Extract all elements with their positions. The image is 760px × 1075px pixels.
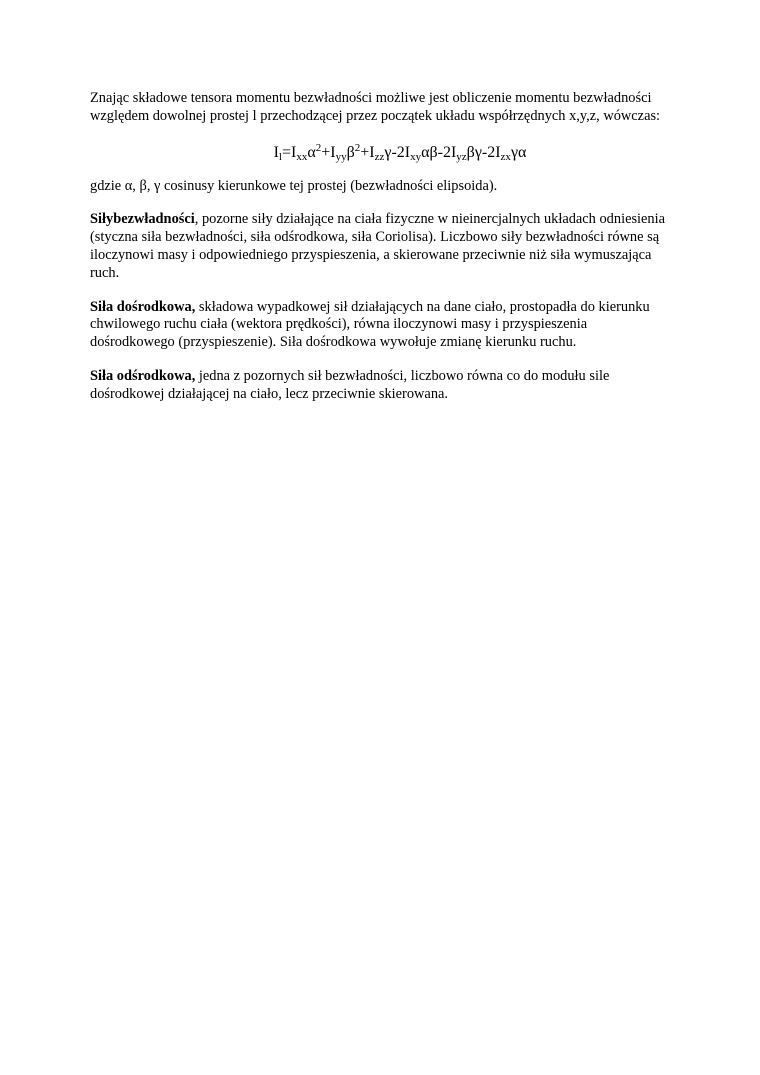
formula-term-xy: $I_{xy}\alpha\beta$ (404, 143, 438, 163)
cosines-paragraph: gdzie α, β, γ cosinusy kierunkowe tej prostej (bezwładności elipsoida). (90, 177, 498, 194)
inertia-formula: $I_l=I_{xx}\alpha^2+I_{yy}\beta^2+I_{zz}\gamma-2I_{xy}\alpha\beta-2I_{yz}\beta\gamma-2I_{zx}\gamma\alpha$ (273, 141, 527, 163)
formula-lhs: $I_l$ (273, 143, 282, 163)
inertial-forces-term: Siłybezwładności (90, 211, 195, 228)
centrifugal-force-paragraph (90, 368, 670, 404)
formula-term-yz: $I_{yz}\beta\gamma$ (450, 143, 482, 163)
document-page (90, 90, 670, 420)
formula-term-zz: $I_{zz}\gamma$ (369, 143, 392, 163)
centripetal-force-paragraph (90, 299, 670, 352)
centripetal-force-body: składowa wypadkowej sił działających na dane ciało, prostopadła do kierunku chwilowego ruchu ciała (wektora prędkości), równa iloczynowi masy i przyspieszenia dośrodkowego (przyspieszenie). Siła dośrodkowa wywołuje zmianę kierunku ruchu. (90, 298, 650, 351)
formula-term-xx: $I_{xx}\alpha^2$ (291, 141, 322, 163)
intro-paragraph: Znając składowe tensora momentu bezwładności możliwe jest obliczenie momentu bezwładności względem dowolnej prostej l przechodzącej przez początek układu współrzędnych x,y,z, wówczas: (90, 90, 661, 124)
inertial-forces-body: , pozorne siły działające na ciała fizyczne w nieinercjalnych układach odniesienia (styczna siła bezwładności, siła odśrodkowa, siła Coriolisa). Liczbowo siły bezwładności równe są iloczynowi masy i odpowiedniego przyspieszenia, a skierowane przeciwnie niż siła wymuszająca ruch. (90, 211, 666, 281)
inertial-forces-paragraph (90, 211, 670, 282)
centrifugal-force-body: jedna z pozornych sił bezwładności, liczbowo równa co do modułu sile dośrodkowej działającej na ciało, lecz przeciwnie skierowana. (90, 367, 610, 402)
centrifugal-force-term: Siła odśrodkowa, (90, 367, 196, 384)
formula-term-zx: $I_{zx}\gamma\alpha$ (495, 143, 527, 163)
formula-term-yy: $I_{yy}\beta^2$ (330, 141, 361, 163)
centripetal-force-term: Siła dośrodkowa, (90, 298, 196, 315)
